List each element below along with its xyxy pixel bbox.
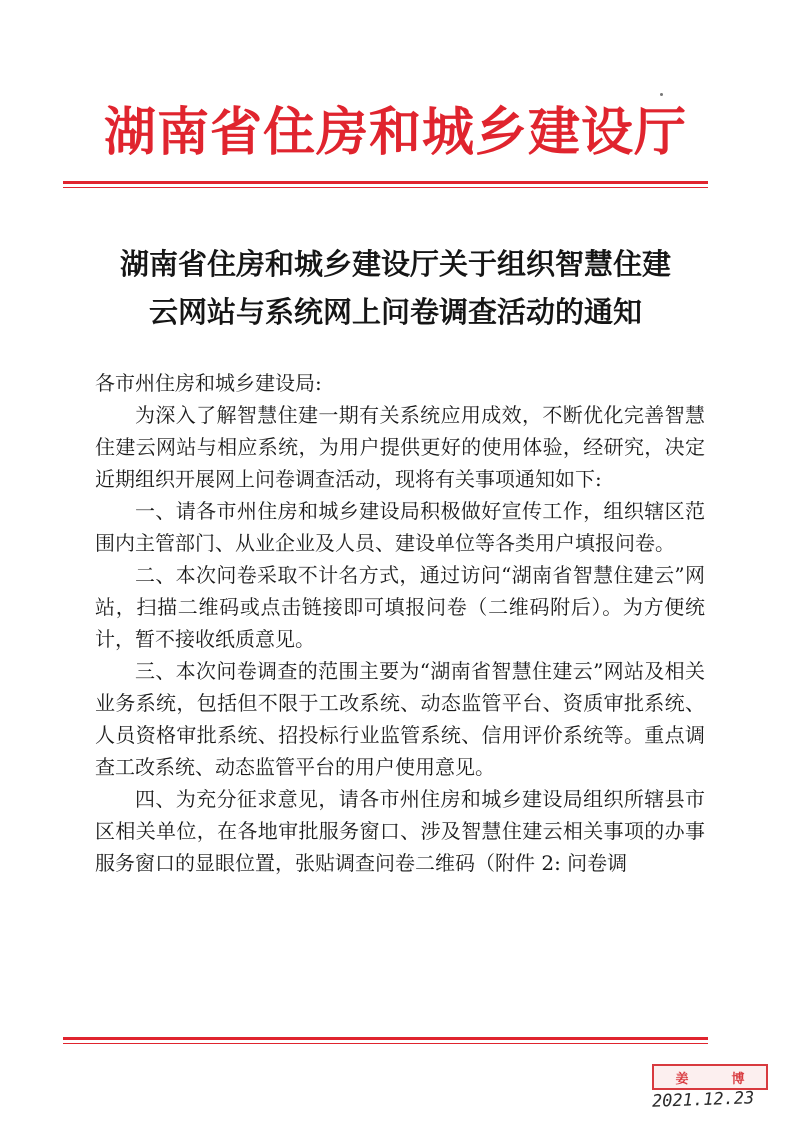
footer-rule-thin [63,1043,708,1044]
scan-speck [660,93,663,96]
document-body [95,367,705,879]
masthead-rule-thick [63,181,708,184]
paragraph-item-3: 三、本次问卷调查的范围主要为“湖南省智慧住建云”网站及相关业务系统，包括但不限于工改系统、动态监管平台、资质审批系统、人员资格审批系统、招投标行业监管系统、信用评价系统等。重点调查工改系统、动态监管平台的用户使用意见。 [95,659,705,779]
masthead-rule-thin [63,187,708,188]
paragraph-item-2: 二、本次问卷采取不计名方式，通过访问“湖南省智慧住建云”网站，扫描二维码或点击链接即可填报问卷（二维码附后）。为方便统计，暂不接收纸质意见。 [95,563,705,651]
stamp-text-right: 博 [731,1071,745,1087]
paragraph-item-1: 一、请各市州住房和城乡建设局积极做好宣传工作，组织辖区范围内主管部门、从业企业及人员、建设单位等各类用户填报问卷。 [95,499,705,555]
document-title-line-2: 云网站与系统网上问卷调查活动的通知 [148,295,642,329]
stamp-text-left: 姜 [675,1071,689,1087]
footer-rule-thick [63,1037,708,1040]
issuer-masthead: 湖南省住房和城乡建设厅 [103,103,687,163]
document-title-line-1: 湖南省住房和城乡建设厅关于组织智慧住建 [119,247,671,281]
paragraph-intro: 为深入了解智慧住建一期有关系统应用成效，不断优化完善智慧住建云网站与相应系统，为用户提供更好的使用体验，经研究，决定近期组织开展网上问卷调查活动，现将有关事项通知如下: [95,403,705,491]
paragraph-item-4: 四、为充分征求意见，请各市州住房和城乡建设局组织所辖县市区相关单位，在各地审批服务窗口、涉及智慧住建云相关事项的办事服务窗口的显眼位置，张贴调查问卷二维码（附件 2: 问卷调 [95,787,705,875]
handwritten-date: 2021.12.23 [651,1088,755,1112]
receipt-stamp [652,1064,768,1090]
addressee: 各市州住房和城乡建设局: [95,371,322,395]
